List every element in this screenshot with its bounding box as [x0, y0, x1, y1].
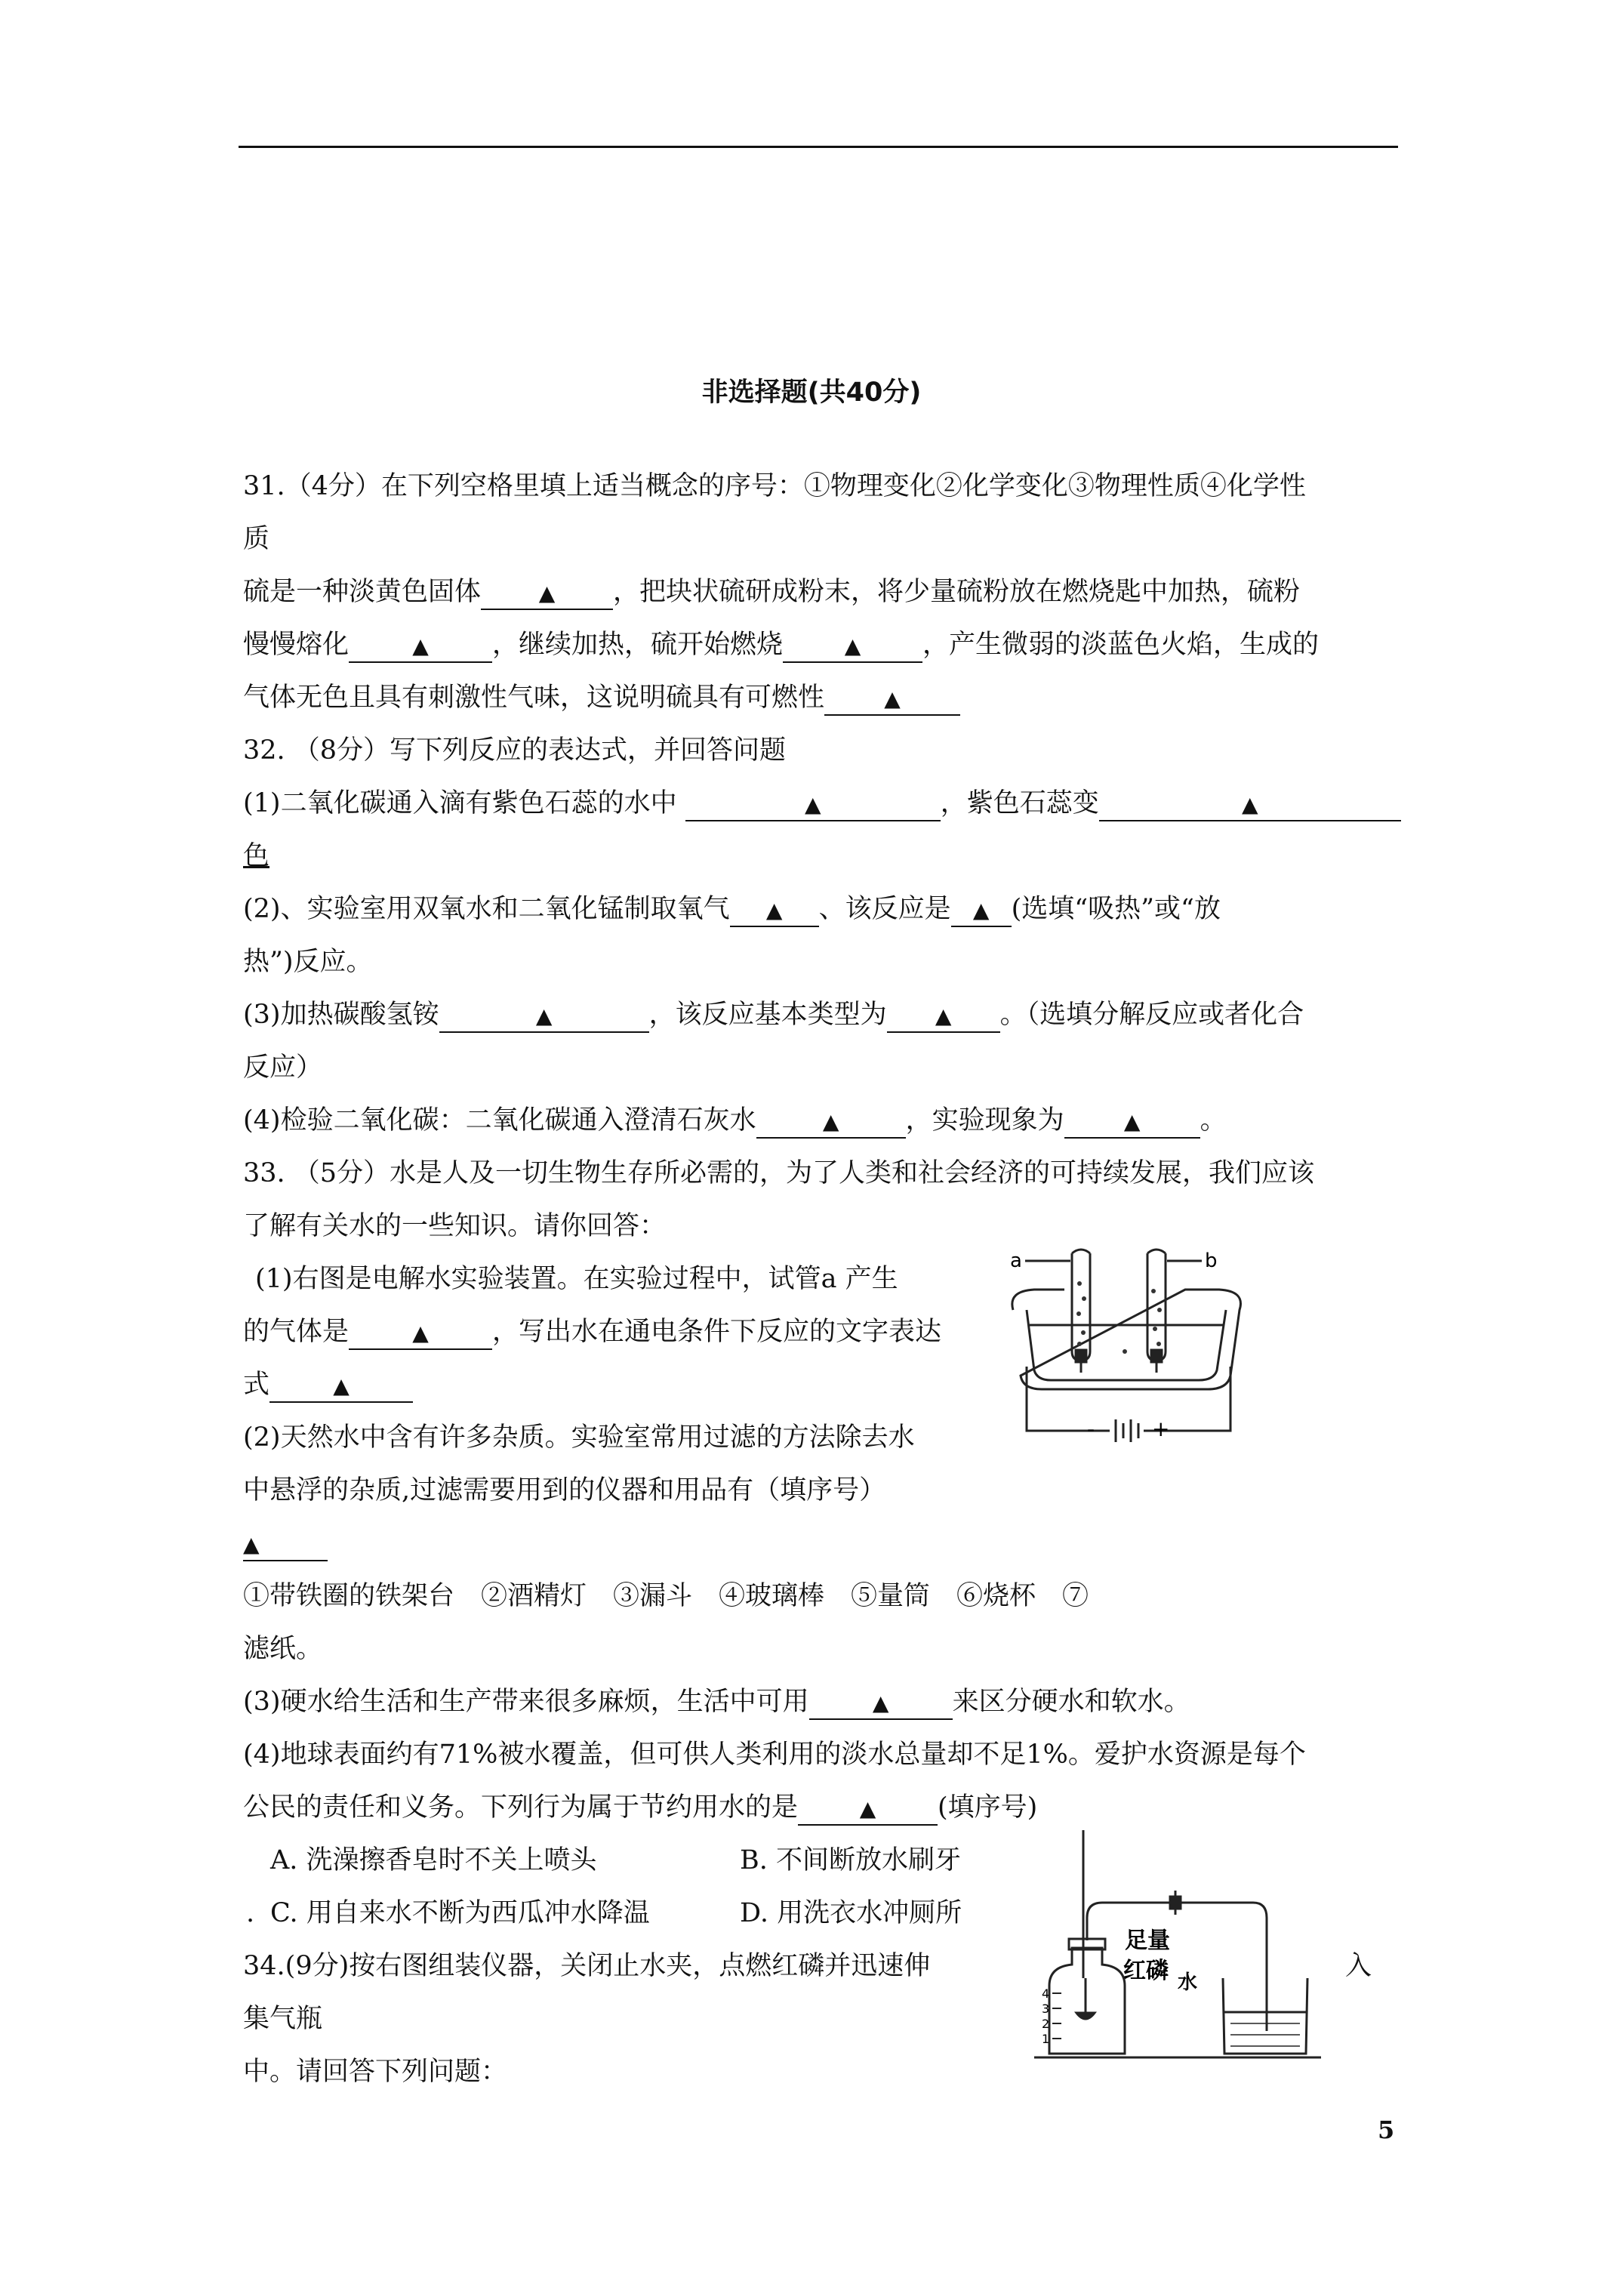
scale-mark: 1 [1042, 2032, 1050, 2046]
q33-line-6: (2)天然水中含有许多杂质。实验室常用过滤的方法除去水 [243, 1422, 915, 1453]
answer-blank[interactable]: ▲ [349, 630, 492, 663]
q33-line-10: 滤纸。 [243, 1634, 323, 1664]
q32-line-8: (4)检验二氧化碳：二氧化碳通入澄清石灰水 ▲ ，实验现象为 ▲ 。 [243, 1104, 1227, 1139]
q33-line-12: (4)地球表面约有71%被水覆盖，但可供人类利用的淡水总量却不足1%。爱护水资源是每个 [243, 1740, 1306, 1770]
answer-blank[interactable]: ▲ [756, 1105, 906, 1139]
electrolysis-figure [1004, 1238, 1253, 1465]
page-number: 5 [1378, 2116, 1395, 2144]
q33-line-8 [243, 1527, 328, 1561]
label-a: a [1010, 1250, 1022, 1272]
q31-line-5: 气体无色且具有刺激性气味，这说明硫具有可燃性 ▲ [243, 681, 960, 716]
q33-line-5: 式 ▲ [243, 1368, 413, 1403]
q33-line-3: (1)右图是电解水实验装置。在实验过程中，试管a 产生 [255, 1264, 898, 1294]
answer-blank[interactable]: ▲ [349, 1317, 492, 1350]
q33-line-13: 公民的责任和义务。下列行为属于节约用水的是 ▲ (填序号) [243, 1791, 1037, 1826]
q33-line-2: 了解有关水的一些知识。请你回答： [243, 1211, 667, 1241]
answer-blank[interactable]: ▲ [1099, 788, 1401, 821]
label-phosphorus: 红磷 [1123, 1958, 1169, 1984]
q33-line-7: 中悬浮的杂质,过滤需要用到的仪器和用品有（填序号） [243, 1475, 886, 1505]
answer-blank[interactable]: ▲ [439, 1000, 649, 1033]
label-plus: + [1152, 1416, 1170, 1441]
scale-mark: 4 [1042, 1986, 1050, 2001]
stray-dot: . [246, 1898, 255, 1928]
label-b: b [1205, 1250, 1218, 1272]
answer-blank[interactable]: ▲ [730, 894, 819, 927]
q32-line-7: 反应） [243, 1052, 323, 1083]
answer-blank[interactable]: ▲ [1064, 1105, 1200, 1139]
answer-blank[interactable]: ▲ [887, 1000, 1000, 1033]
scale-mark: 3 [1042, 2002, 1050, 2016]
answer-blank[interactable]: ▲ [951, 894, 1012, 927]
q31-line-4: 慢慢熔化 ▲ ，继续加热，硫开始燃烧 ▲ ，产生微弱的淡蓝色火焰，生成的 [243, 628, 1319, 663]
answer-blank[interactable]: ▲ [269, 1370, 413, 1403]
q31-line-3: 硫是一种淡黄色固体 ▲ ，把块状硫研成粉末，将少量硫粉放在燃烧匙中加热，硫粉 [243, 575, 1300, 610]
answer-blank[interactable]: ▲ [783, 630, 922, 663]
answer-blank[interactable]: ▲ [824, 683, 960, 716]
phosphorus-figure [1027, 1827, 1344, 2061]
answer-blank[interactable]: ▲ [685, 788, 941, 821]
answer-blank[interactable]: ▲ [243, 1528, 328, 1561]
q33-line-11: (3)硬水给生活和生产带来很多麻烦，生活中可用 ▲ 来区分硬水和软水。 [243, 1685, 1190, 1720]
section-title: 非选择题(共40分) [701, 378, 922, 408]
q32-line-6: (3)加热碳酸氢铵 ▲ ，该反应基本类型为 ▲ 。（选填分解反应或者化合 [243, 998, 1304, 1033]
answer-blank[interactable]: ▲ [481, 577, 613, 610]
q32-line-1: 32. （8分）写下列反应的表达式，并回答问题 [243, 735, 787, 766]
q32-line-4: (2)、实验室用双氧水和二氧化锰制取氧气 ▲ 、该反应是 ▲ (选填“吸热”或“放 [243, 892, 1221, 927]
q32-line-3: 色 [243, 841, 270, 871]
q34-line-1-tail: 入 [1345, 1951, 1372, 1981]
label-minus: - [1087, 1416, 1095, 1441]
q31-line-2: 质 [243, 524, 270, 554]
option-b: B. 不间断放水刷牙 [740, 1845, 961, 1875]
q34-line-2: 集气瓶 [243, 2004, 323, 2034]
answer-blank[interactable]: ▲ [809, 1687, 953, 1720]
option-a: A. 洗澡擦香皂时不关上喷头 [270, 1845, 597, 1875]
label-amount: 足量 [1125, 1928, 1170, 1954]
scale-mark: 2 [1042, 2017, 1050, 2031]
q32-line-5: 热”)反应。 [243, 947, 373, 977]
q34-line-1: 34.(9分)按右图组装仪器，关闭止水夹，点燃红磷并迅速伸 [243, 1951, 931, 1981]
label-water: 水 [1178, 1971, 1198, 1994]
q31-line-1: 31.（4分）在下列空格里填上适当概念的序号：①物理变化②化学变化③物理性质④化学性 [243, 471, 1306, 501]
q33-line-9: ①带铁圈的铁架台 ②酒精灯 ③漏斗 ④玻璃棒 ⑤量筒 ⑥烧杯 ⑦ [243, 1581, 1089, 1611]
q34-line-3: 中。请回答下列问题： [243, 2057, 508, 2087]
option-d: D. 用洗衣水冲厕所 [740, 1898, 962, 1928]
q32-line-2: (1)二氧化碳通入滴有紫色石蕊的水中 ▲ ，紫色石蕊变 ▲ [243, 787, 1401, 821]
q33-line-4: 的气体是 ▲ ，写出水在通电条件下反应的文字表达 [243, 1315, 941, 1350]
option-c: C. 用自来水不断为西瓜冲水降温 [270, 1898, 650, 1928]
answer-blank[interactable]: ▲ [798, 1792, 938, 1826]
header-rule [239, 146, 1398, 148]
q33-line-1: 33. （5分）水是人及一切生物生存所必需的，为了人类和社会经济的可持续发展，我们应该 [243, 1158, 1315, 1188]
